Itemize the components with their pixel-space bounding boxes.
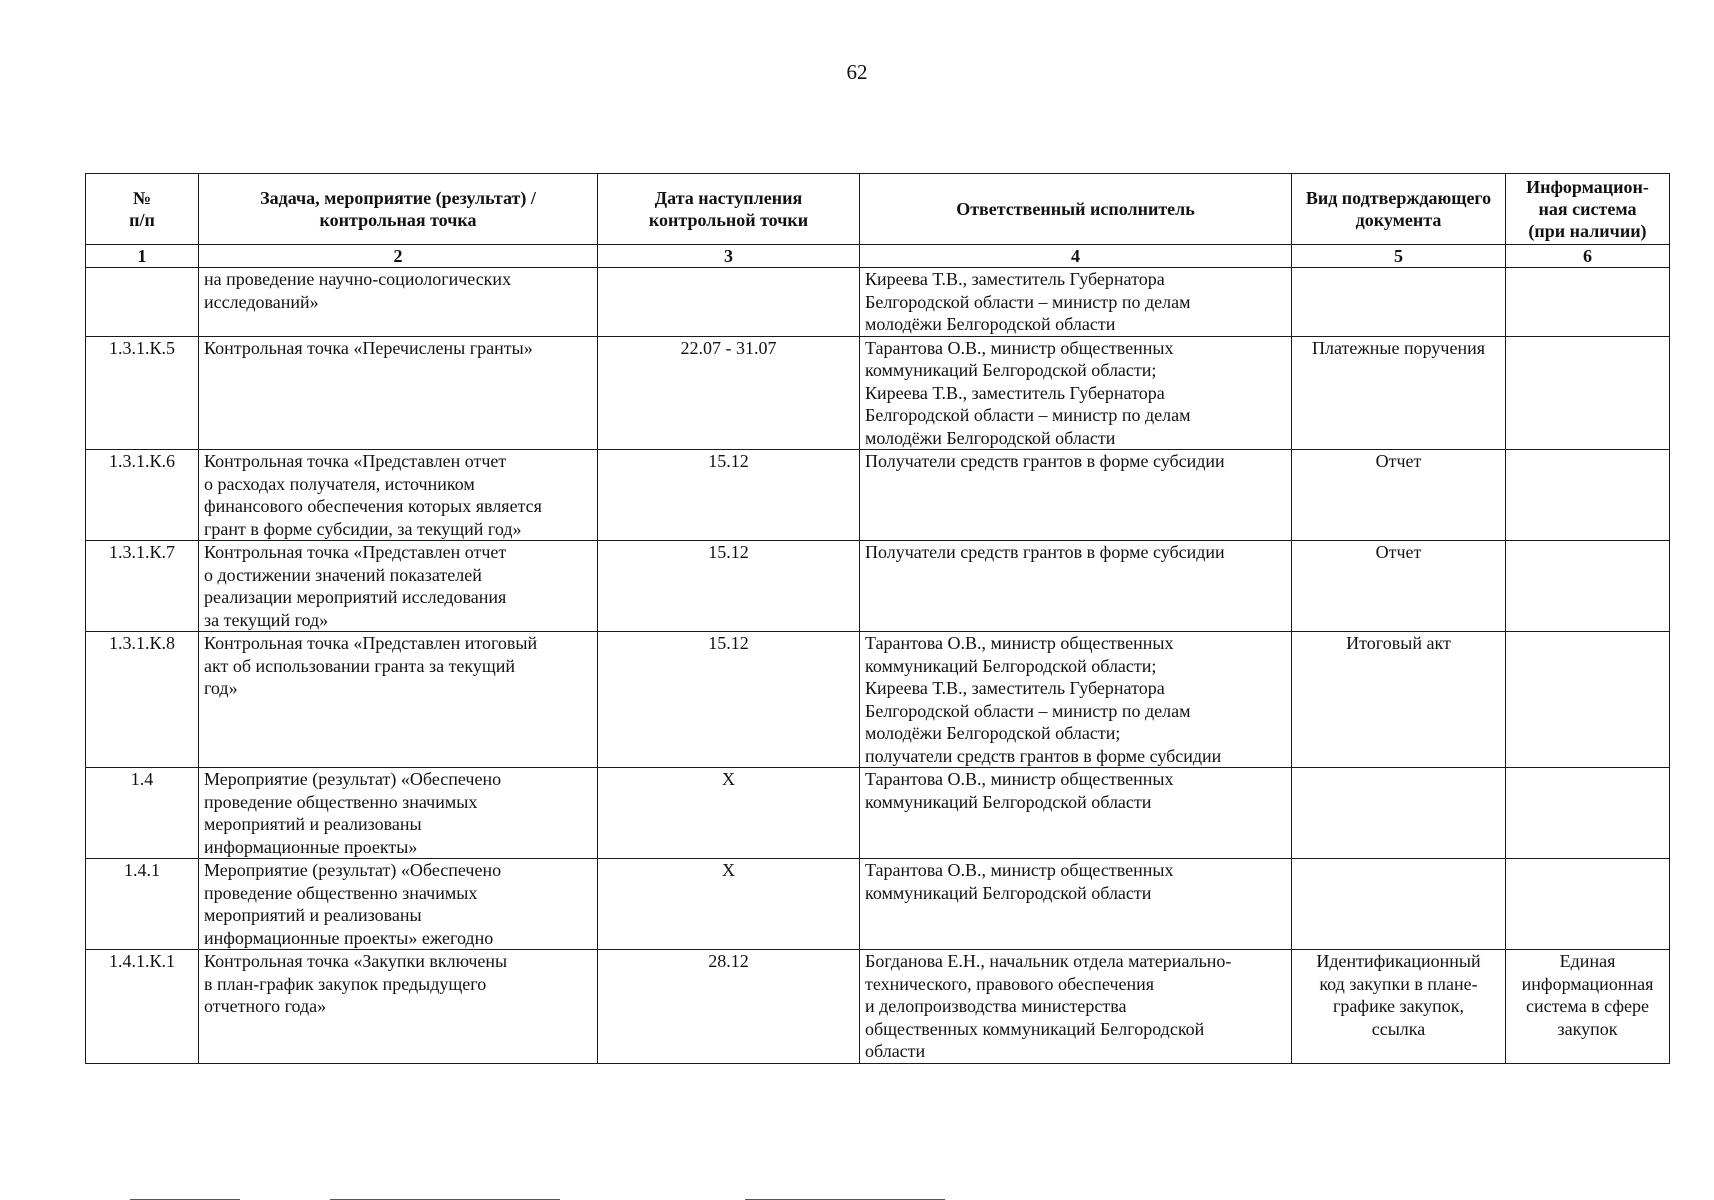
system-cell <box>1506 859 1670 950</box>
cell-text-line: Единая <box>1559 951 1616 971</box>
cell-text-line: проведение общественно значимых <box>204 882 478 903</box>
document-cell <box>1292 336 1506 450</box>
cell-text-line: код закупки в плане- <box>1319 973 1478 994</box>
cell-text-line: коммуникаций Белгородской области <box>865 882 1152 903</box>
cell-text-line: молодёжи Белгородской области; <box>865 723 1121 743</box>
table-row <box>86 632 1670 768</box>
system-cell <box>1506 632 1670 768</box>
row-number-cell <box>86 541 199 632</box>
cell-text-line: Контрольная точка «Представлен итоговый <box>204 633 538 653</box>
cell-text-line: коммуникаций Белгородской области; <box>865 360 1157 380</box>
cell-text-line: Киреева Т.В., заместитель Губернатора <box>865 678 1165 698</box>
cell-text-line: Получатели средств грантов в форме субсидии <box>865 542 1225 562</box>
executor-cell <box>860 632 1292 768</box>
cell-text-line: Контрольная точка «Перечислены гранты» <box>204 337 533 358</box>
table-row <box>86 950 1670 1064</box>
column-number: 1 <box>86 245 199 268</box>
cell-text-line: Белгородской области – министр по делам <box>865 700 1191 721</box>
cell-text-line: 1.3.1.К.6 <box>108 451 175 471</box>
cell-text-line: Идентификационный <box>1316 951 1481 971</box>
cell-text-line: 1.4 <box>130 769 154 789</box>
document-cell <box>1292 541 1506 632</box>
system-cell <box>1506 336 1670 450</box>
column-number: 3 <box>598 245 860 268</box>
table-row <box>86 859 1670 950</box>
cell-text-line: Мероприятие (результат) «Обеспечено <box>204 769 502 789</box>
cell-text-line: Итоговый акт <box>1346 633 1451 653</box>
cell-text-line: Мероприятие (результат) «Обеспечено <box>204 860 502 880</box>
task-cell <box>199 859 598 950</box>
table-row <box>86 541 1670 632</box>
column-number: 4 <box>860 245 1292 268</box>
cell-text-line: Дата наступления <box>654 188 803 208</box>
cell-text-line: технического, правового обеспечения <box>865 973 1155 994</box>
cell-text-line: 1.3.1.К.5 <box>108 337 175 358</box>
cell-text-line: система в сфере <box>1525 996 1650 1016</box>
cell-text-line: исследований» <box>204 291 319 312</box>
date-cell <box>598 268 860 337</box>
cell-text-line: Киреева Т.В., заместитель Губернатора <box>865 269 1165 289</box>
cell-text-line: получатели средств грантов в форме субсидии <box>865 745 1222 766</box>
cell-text-line: 22.07 - 31.07 <box>680 337 777 358</box>
header-number <box>86 174 199 245</box>
cell-text-line: 1.3.1.К.7 <box>108 542 175 562</box>
date-cell <box>598 950 860 1064</box>
cell-text-line: молодёжи Белгородской области <box>865 314 1116 334</box>
table-row <box>86 768 1670 859</box>
page-number: 62 <box>846 60 868 84</box>
cell-text-line: 15.12 <box>708 542 749 562</box>
column-number: 6 <box>1506 245 1670 268</box>
header-system <box>1506 174 1670 245</box>
executor-cell <box>860 859 1292 950</box>
task-cell <box>199 632 598 768</box>
executor-cell <box>860 450 1292 541</box>
cell-text-line: ссылка <box>1371 1018 1426 1039</box>
cell-text-line: (при наличии) <box>1528 221 1647 241</box>
row-number-cell <box>86 859 199 950</box>
task-cell <box>199 450 598 541</box>
table-column-number-row <box>86 245 1670 268</box>
cell-text-line: информационные проекты» ежегодно <box>204 927 494 948</box>
cell-text-line: документа <box>1355 210 1442 230</box>
cell-text-line: Тарантова О.В., министр общественных <box>865 633 1174 653</box>
cell-text-line: на проведение научно-социологических <box>204 269 512 289</box>
system-cell <box>1506 950 1670 1064</box>
table-header-row <box>86 174 1670 245</box>
cell-text-line: отчетного года» <box>204 996 327 1016</box>
cell-text-line: год» <box>204 678 238 698</box>
cell-text-line: Ответственный исполнитель <box>956 199 1195 219</box>
cell-text-line: о достижении значений показателей <box>204 564 482 585</box>
cell-text-line: ная система <box>1538 199 1637 219</box>
column-number: 2 <box>199 245 598 268</box>
task-cell <box>199 768 598 859</box>
document-cell <box>1292 632 1506 768</box>
row-number-cell <box>86 336 199 450</box>
cell-text-line: закупок <box>1557 1018 1618 1039</box>
cell-text-line: Киреева Т.В., заместитель Губернатора <box>865 382 1165 403</box>
cell-text-line: Информацион- <box>1526 177 1649 197</box>
cell-text-line: реализации мероприятий исследования <box>204 587 507 607</box>
cell-text-line: Х <box>722 769 735 789</box>
document-cell <box>1292 450 1506 541</box>
cell-text-line: в план-график закупок предыдущего <box>204 973 487 994</box>
cell-text-line: 15.12 <box>708 451 749 471</box>
cell-text-line: Вид подтверждающего <box>1305 188 1492 208</box>
date-cell <box>598 450 860 541</box>
cell-text-line: Платежные поручения <box>1312 337 1485 358</box>
header-task <box>199 174 598 245</box>
row-number-cell <box>86 632 199 768</box>
cell-text-line: 28.12 <box>708 951 749 971</box>
cell-text-line: Отчет <box>1375 451 1422 471</box>
document-cell <box>1292 768 1506 859</box>
date-cell <box>598 541 860 632</box>
task-cell <box>199 950 598 1064</box>
cell-text-line: информационные проекты» <box>204 836 418 857</box>
column-number: 5 <box>1292 245 1506 268</box>
cell-text-line: Контрольная точка «Представлен отчет <box>204 451 507 471</box>
cell-text-line: Тарантова О.В., министр общественных <box>865 769 1174 789</box>
executor-cell <box>860 768 1292 859</box>
system-cell <box>1506 541 1670 632</box>
cell-text-line: Задача, мероприятие (результат) / <box>260 188 536 208</box>
task-cell <box>199 336 598 450</box>
table-row <box>86 268 1670 337</box>
cell-text-line: о расходах получателя, источником <box>204 473 475 494</box>
date-cell <box>598 859 860 950</box>
executor-cell <box>860 541 1292 632</box>
cell-text-line: графике закупок, <box>1333 996 1464 1016</box>
cell-text-line: Х <box>722 860 735 880</box>
cell-text-line: области <box>865 1041 926 1061</box>
header-document <box>1292 174 1506 245</box>
cell-text-line: Отчет <box>1375 542 1422 562</box>
cell-text-line: коммуникаций Белгородской области <box>865 791 1152 812</box>
header-executor <box>860 174 1292 245</box>
cell-text-line: Тарантова О.В., министр общественных <box>865 337 1174 358</box>
cell-text-line: Богданова Е.Н., начальник отдела материально- <box>865 951 1232 971</box>
cell-text-line: и делопроизводства министерства <box>865 996 1127 1016</box>
cell-text-line: № <box>132 188 152 208</box>
row-number-cell <box>86 450 199 541</box>
task-cell <box>199 268 598 337</box>
row-number-cell <box>86 268 199 337</box>
table-body <box>86 268 1670 1064</box>
cell-text-line: Белгородской области – министр по делам <box>865 405 1191 425</box>
cell-text-line: 1.3.1.К.8 <box>108 633 175 653</box>
cell-text-line: финансового обеспечения которых является <box>204 496 542 516</box>
date-cell <box>598 336 860 450</box>
cell-text-line: мероприятий и реализованы <box>204 905 422 925</box>
document-cell <box>1292 268 1506 337</box>
cell-text-line: общественных коммуникаций Белгородской <box>865 1018 1205 1039</box>
cell-text-line: мероприятий и реализованы <box>204 814 422 834</box>
cell-text-line: информационная <box>1521 973 1654 994</box>
task-cell <box>199 541 598 632</box>
cell-text-line: 1.4.1.К.1 <box>108 951 175 971</box>
date-cell <box>598 768 860 859</box>
system-cell <box>1506 450 1670 541</box>
cell-text-line: п/п <box>129 210 155 230</box>
cell-text-line: Тарантова О.В., министр общественных <box>865 860 1174 880</box>
row-number-cell <box>86 950 199 1064</box>
cell-text-line: контрольной точки <box>648 210 809 230</box>
executor-cell <box>860 336 1292 450</box>
cell-text-line: 15.12 <box>708 633 749 653</box>
header-date <box>598 174 860 245</box>
cell-text-line: 1.4.1 <box>124 860 160 880</box>
executor-cell <box>860 268 1292 337</box>
row-number-cell <box>86 768 199 859</box>
cell-text-line: контрольная точка <box>319 210 477 230</box>
cell-text-line: акт об использовании гранта за текущий <box>204 655 516 676</box>
cell-text-line: грант в форме субсидии, за текущий год» <box>204 518 522 539</box>
cell-text-line: проведение общественно значимых <box>204 791 478 812</box>
table-row <box>86 450 1670 541</box>
date-cell <box>598 632 860 768</box>
cell-text-line: Белгородской области – министр по делам <box>865 291 1191 312</box>
document-cell <box>1292 950 1506 1064</box>
cell-text-line: Получатели средств грантов в форме субсидии <box>865 451 1225 471</box>
cell-text-line: молодёжи Белгородской области <box>865 427 1116 448</box>
cell-text-line: Контрольная точка «Представлен отчет <box>204 542 507 562</box>
table-row <box>86 336 1670 450</box>
cell-text-line: Контрольная точка «Закупки включены <box>204 951 508 971</box>
executor-cell <box>860 950 1292 1064</box>
document-cell <box>1292 859 1506 950</box>
cell-text-line: за текущий год» <box>204 609 329 630</box>
cell-text-line: коммуникаций Белгородской области; <box>865 655 1157 676</box>
system-cell <box>1506 768 1670 859</box>
control-points-table <box>85 173 1670 1064</box>
system-cell <box>1506 268 1670 337</box>
